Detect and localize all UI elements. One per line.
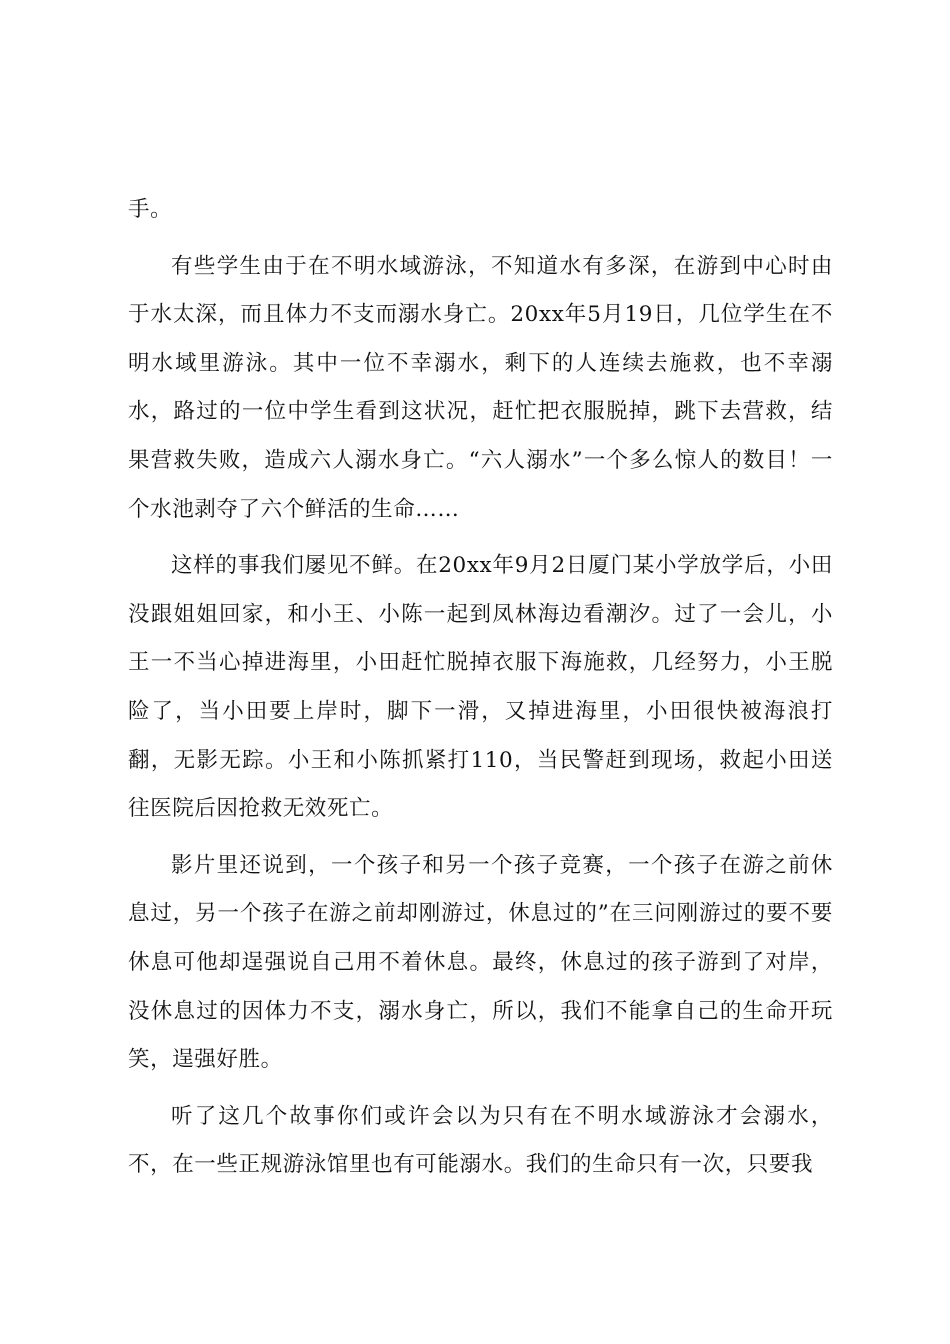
paragraph-drowning-incident-1: 有些学生由于在不明水域游泳，不知道水有多深，在游到中心时由于水太深，而且体力不支而溺水身亡。20xx年5月19日，几位学生在不明水域里游泳。其中一位不幸溺水，剩下的人连续去施救，也不幸溺水，路过的一位中学生看到这状况，赶忙把衣服脱掉，跳下去营救，结果营救失败，造成六人溺水身亡。“六人溺水”一个多么惊人的数目！一个水池剥夺了六个鲜活的生命…… xyxy=(128,253,833,522)
paragraph-drowning-incident-2: 这样的事我们屡见不鲜。在20xx年9月2日厦门某小学放学后，小田没跟姐姐回家，和小王、小陈一起到凤林海边看潮汐。过了一会儿，小王一不当心掉进海里，小田赶忙脱掉衣服下海施救，几经努力，小王脱险了，当小田要上岸时，脚下一滑，又掉进海里，小田很快被海浪打翻，无影无踪。小王和小陈抓紧打110，当民警赶到现场，救起小田送往医院后因抢救无效死亡。 xyxy=(128,553,833,822)
paragraph-swimming-pool-warning: 听了这几个故事你们或许会以为只有在不明水域游泳才会溺水，不，在一些正规游泳馆里也有可能溺水。我们的生命只有一次，只要我 xyxy=(128,1103,833,1178)
document-body xyxy=(128,186,833,1190)
paragraph-film-story: 影片里还说到，一个孩子和另一个孩子竞赛，一个孩子在游之前休息过，另一个孩子在游之前却刚游过，休息过的”在三问刚游过的要不要休息可他却逞强说自己用不着休息。最终，休息过的孩子游到了对岸，没休息过的因体力不支，溺水身亡，所以，我们不能拿自己的生命开玩笑，逞强好胜。 xyxy=(128,852,833,1073)
paragraph-continuation: 手。 xyxy=(128,197,173,222)
